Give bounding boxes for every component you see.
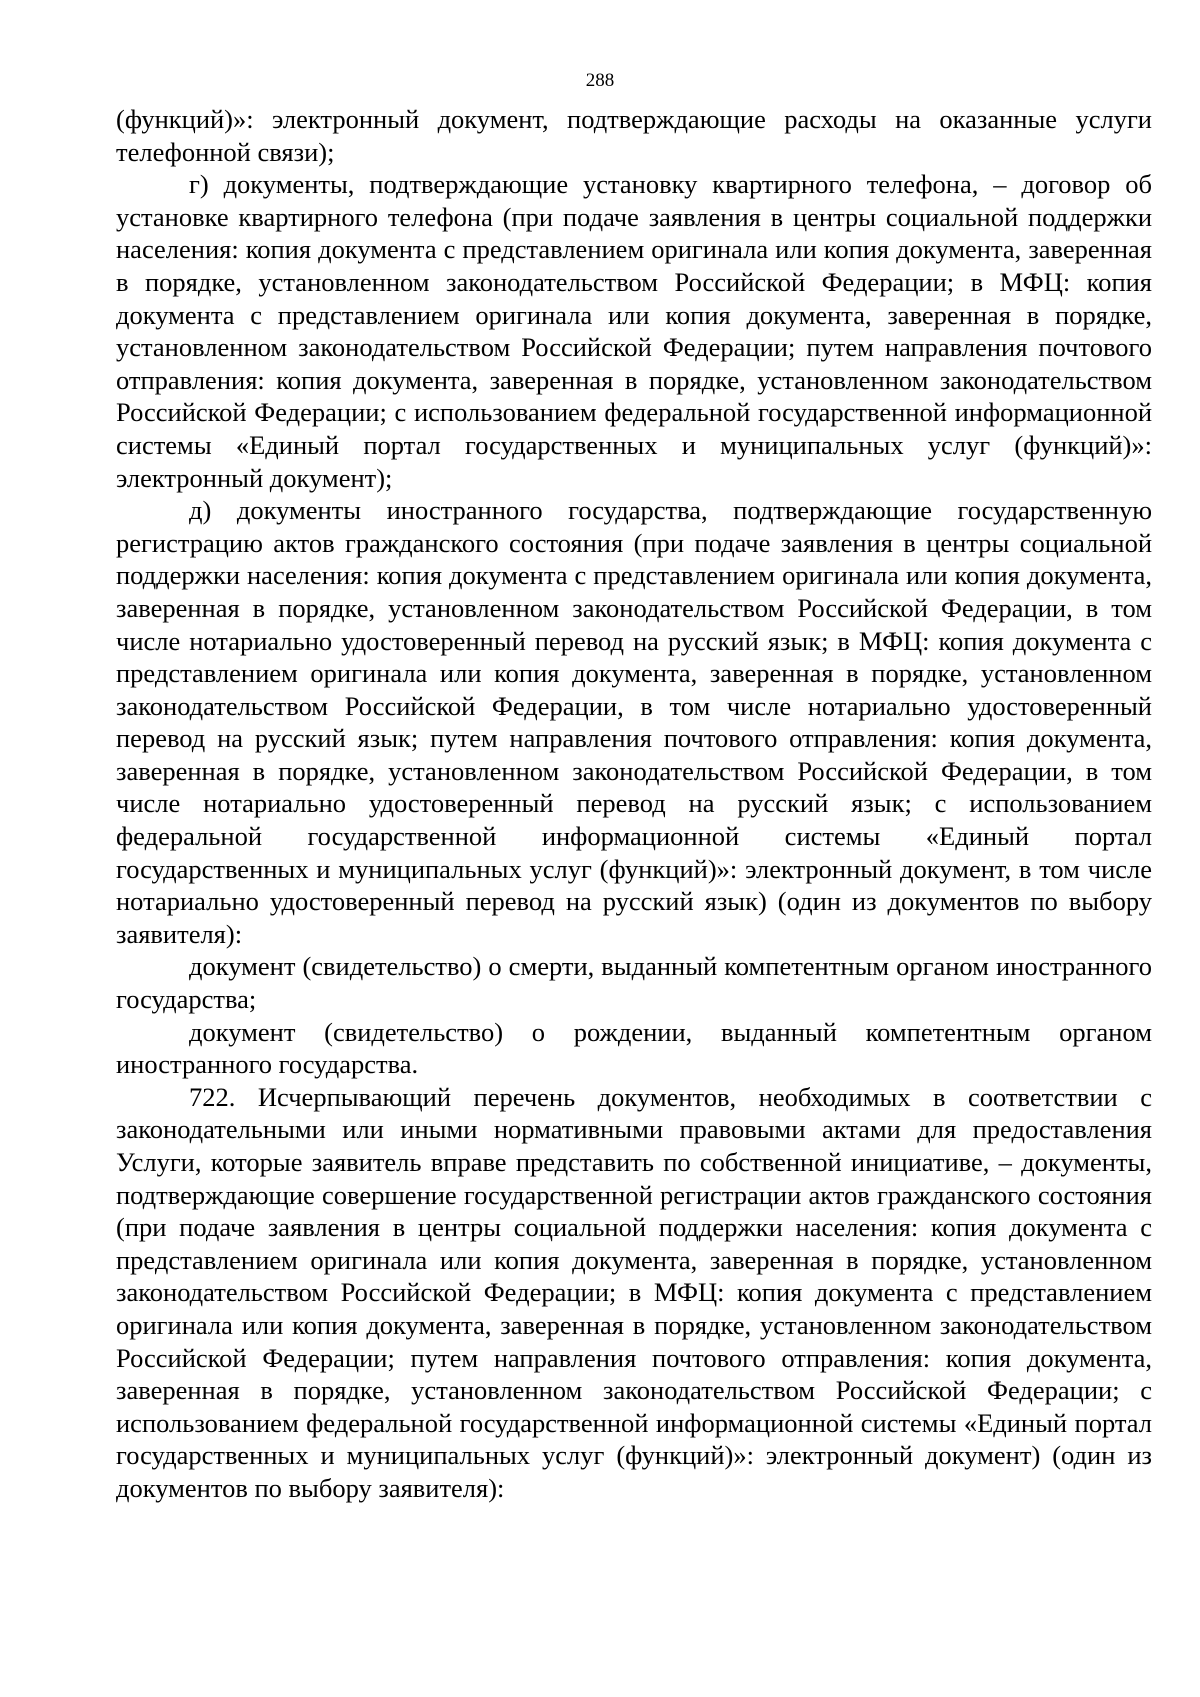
paragraph-death-certificate: документ (свидетельство) о смерти, выданный компетентным органом иностранного государства; — [116, 951, 1152, 1015]
document-body — [116, 103, 1152, 1505]
paragraph-item-d: д) документы иностранного государства, подтверждающие государственную регистрацию актов гражданского состояния (при подаче заявления в центры социальной поддержки населения: копия документа с представлением оригинала или копия документа, заверенная в порядке, установленном законодательством Российской Федерации, в том числе нотариально удостоверенный перевод на русский язык; в МФЦ: копия документа с представлением оригинала или копия документа, заверенная в порядке, установленном законодательством Российской Федерации, в том числе нотариально удостоверенный перевод на русский язык; путем направления почтового отправления: копия документа, заверенная в порядке, установленном законодательством Российской Федерации, в том числе нотариально удостоверенный перевод на русский язык; с использованием федеральной государственной информационной системы «Единый портал государственных и муниципальных услуг (функций)»: электронный документ, в том числе нотариально удостоверенный перевод на русский язык) (один из документов по выбору заявителя): — [116, 495, 1152, 949]
paragraph-clause-722: 722. Исчерпывающий перечень документов, необходимых в соответствии с законодательными или иными нормативными правовыми актами для предоставления Услуги, которые заявитель вправе представить по собственной инициативе, – документы, подтверждающие совершение государственной регистрации актов гражданского состояния (при подаче заявления в центры социальной поддержки населения: копия документа с представлением оригинала или копия документа, заверенная в порядке, установленном законодательством Российской Федерации; в МФЦ: копия документа с представлением оригинала или копия документа, заверенная в порядке, установленном законодательством Российской Федерации; путем направления почтового отправления: копия документа, заверенная в порядке, установленном законодательством Российской Федерации; с использованием федеральной государственной информационной системы «Единый портал государственных и муниципальных услуг (функций)»: электронный документ) (один из документов по выбору заявителя): — [116, 1081, 1152, 1503]
paragraph-birth-certificate: документ (свидетельство) о рождении, выданный компетентным органом иностранного государства. — [116, 1016, 1152, 1080]
paragraph-continuation: (функций)»: электронный документ, подтверждающие расходы на оказанные услуги телефонной связи); — [116, 104, 1152, 167]
page-number: 288 — [585, 70, 615, 91]
paragraph-item-g: г) документы, подтверждающие установку квартирного телефона, – договор об установке квартирного телефона (при подаче заявления в центры социальной поддержки населения: копия документа с представлением оригинала или копия документа, заверенная в порядке, установленном законодательством Российской Федерации; в МФЦ: копия документа с представлением оригинала или копия документа, заверенная в порядке, установленном законодательством Российской Федерации; путем направления почтового отправления: копия документа, заверенная в порядке, установленном законодательством Российской Федерации; с использованием федеральной государственной информационной системы «Единый портал государственных и муниципальных услуг (функций)»: электронный документ); — [116, 169, 1152, 493]
